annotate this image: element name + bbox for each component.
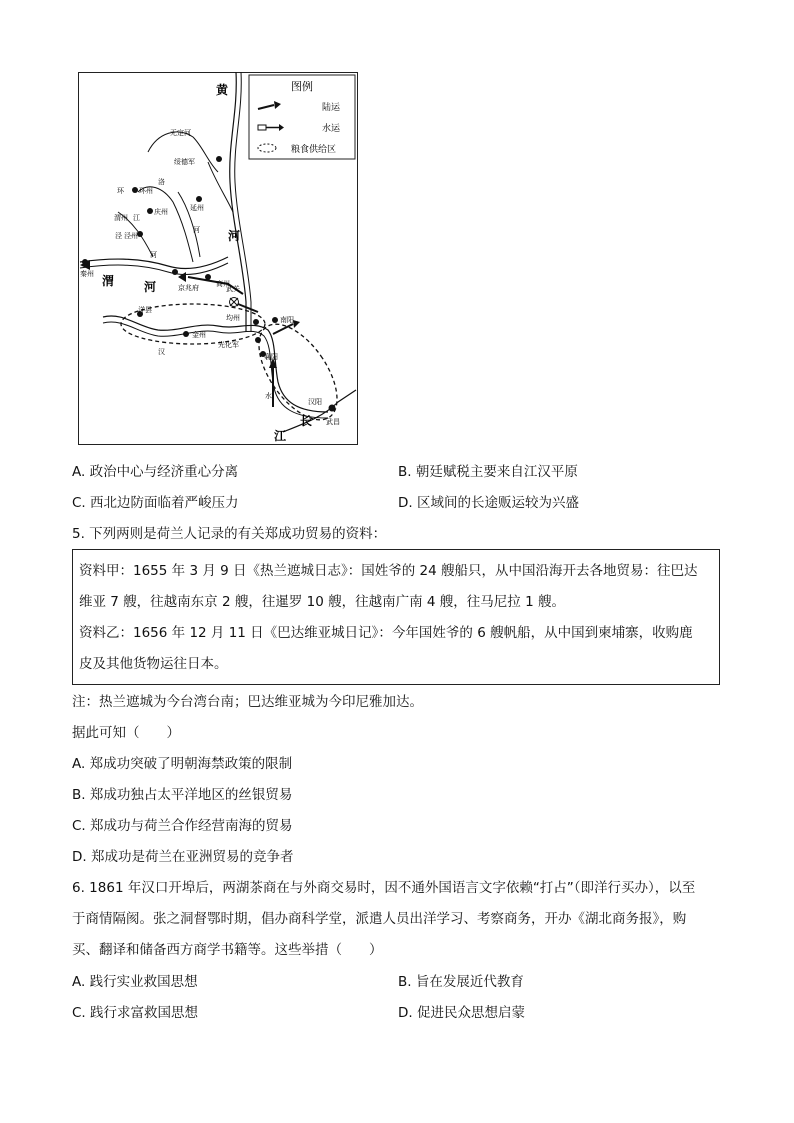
map-svg	[78, 72, 358, 445]
legend-grain: 粮食供给区	[291, 145, 337, 155]
q6-option-c: C. 践行求富救国思想	[72, 1005, 199, 1021]
label-he: 河	[228, 229, 241, 243]
label-he2: 河	[193, 226, 200, 234]
label-jing-jiang: 江	[133, 214, 140, 222]
label-xiangyang: 襄阳	[264, 353, 278, 361]
label-qingzhou: 庆州	[154, 208, 168, 216]
label-huan: 环	[117, 187, 124, 195]
label-jingzhaofu: 京兆府	[178, 284, 199, 292]
label-wei: 渭	[102, 274, 115, 288]
label-jingzhou: 泾州	[124, 232, 138, 240]
label-he3: 河	[150, 251, 157, 259]
label-shui: 水	[265, 392, 272, 400]
q4-option-d: D. 区域间的长途贩运较为兴盛	[398, 495, 579, 511]
q4-option-a: A. 政治中心与经济重心分离	[72, 464, 239, 480]
legend-land: 陆运	[322, 103, 341, 113]
label-suide: 绥德军	[174, 158, 195, 166]
q6-option-b: B. 旨在发展近代教育	[398, 974, 524, 990]
label-huanzhou: 环州	[139, 187, 153, 195]
q5-note: 注：热兰遮城为今台湾台南；巴达维亚城为今印尼雅加达。	[72, 694, 423, 710]
label-shangzhou: 商州	[216, 280, 230, 288]
q5-option-c: C. 郑成功与荷兰合作经营南海的贸易	[72, 818, 293, 834]
map-legend	[249, 75, 355, 159]
label-qinzhou: 秦州	[80, 270, 94, 278]
label-weizhou: 渭州	[114, 214, 128, 222]
q4-option-b: B. 朝廷赋税主要来自江汉平原	[398, 464, 578, 480]
label-yanzhou: 延州	[190, 204, 204, 212]
q5-material-a-line1: 资料甲：1655 年 3 月 9 日《热兰遮城日志》：国姓爷的 24 艘船只，从中国沿海开去各地贸易：往巴达	[79, 563, 698, 579]
label-jinzhou: 金州	[192, 331, 206, 339]
label-wuguan: 武关	[226, 285, 240, 293]
legend-title: 图例	[291, 80, 313, 93]
route-map	[78, 72, 358, 445]
q5-material-a-line2: 维亚 7 艘，往越南东京 2 艘，往暹罗 10 艘，往越南广南 4 艘，往马尼拉 1 艘。	[79, 594, 565, 610]
q5-option-d: D. 郑成功是荷兰在亚洲贸易的竞争者	[72, 849, 294, 865]
label-jing: 泾	[115, 232, 122, 240]
label-guanghua: 光化军	[218, 341, 239, 349]
label-yang: 洋县	[138, 306, 152, 314]
label-han: 汉	[158, 348, 165, 356]
q6-option-d: D. 促进民众思想启蒙	[398, 1005, 525, 1021]
label-jiang: 江	[274, 429, 287, 443]
label-hanyang: 汉阳	[308, 398, 322, 406]
q6-stem-line1: 6. 1861 年汉口开埠后，两湖茶商在与外商交易时，因不通外国语言文字依赖“打占”（即洋行买办），以至	[72, 880, 696, 896]
q5-stem: 5. 下列两则是荷兰人记录的有关郑成功贸易的资料：	[72, 526, 387, 542]
label-junzhou: 均州	[226, 314, 240, 322]
label-wei-he: 河	[144, 280, 157, 294]
label-chang: 长	[300, 414, 313, 428]
q5-ask: 据此可知（ ）	[72, 725, 180, 741]
q6-stem-line3: 买、翻译和储备西方商学书籍等。这些举措（ ）	[72, 942, 383, 958]
q4-option-c: C. 西北边防面临着严峻压力	[72, 495, 239, 511]
q5-material-b-line1: 资料乙：1656 年 12 月 11 日《巴达维亚城日记》：今年国姓爷的 6 艘帆船，从中国到柬埔寨，收购鹿	[79, 625, 693, 641]
label-wuding: 无定河	[170, 129, 191, 137]
q6-option-a: A. 践行实业救国思想	[72, 974, 198, 990]
label-nanyang: 南阳	[280, 316, 294, 324]
q6-stem-line2: 于商情隔阂。张之洞督鄂时期，倡办商科学堂，派遣人员出洋学习、考察商务，开办《湖北商务报》，购	[72, 911, 687, 927]
q5-option-a: A. 郑成功突破了明朝海禁政策的限制	[72, 756, 293, 772]
q5-material-b-line2: 皮及其他货物运往日本。	[79, 656, 228, 672]
q5-option-b: B. 郑成功独占太平洋地区的丝银贸易	[72, 787, 293, 803]
label-luo: 洛	[158, 178, 165, 186]
label-wuchang: 武昌	[326, 418, 340, 426]
legend-water: 水运	[322, 124, 341, 134]
label-huang: 黄	[216, 83, 229, 97]
